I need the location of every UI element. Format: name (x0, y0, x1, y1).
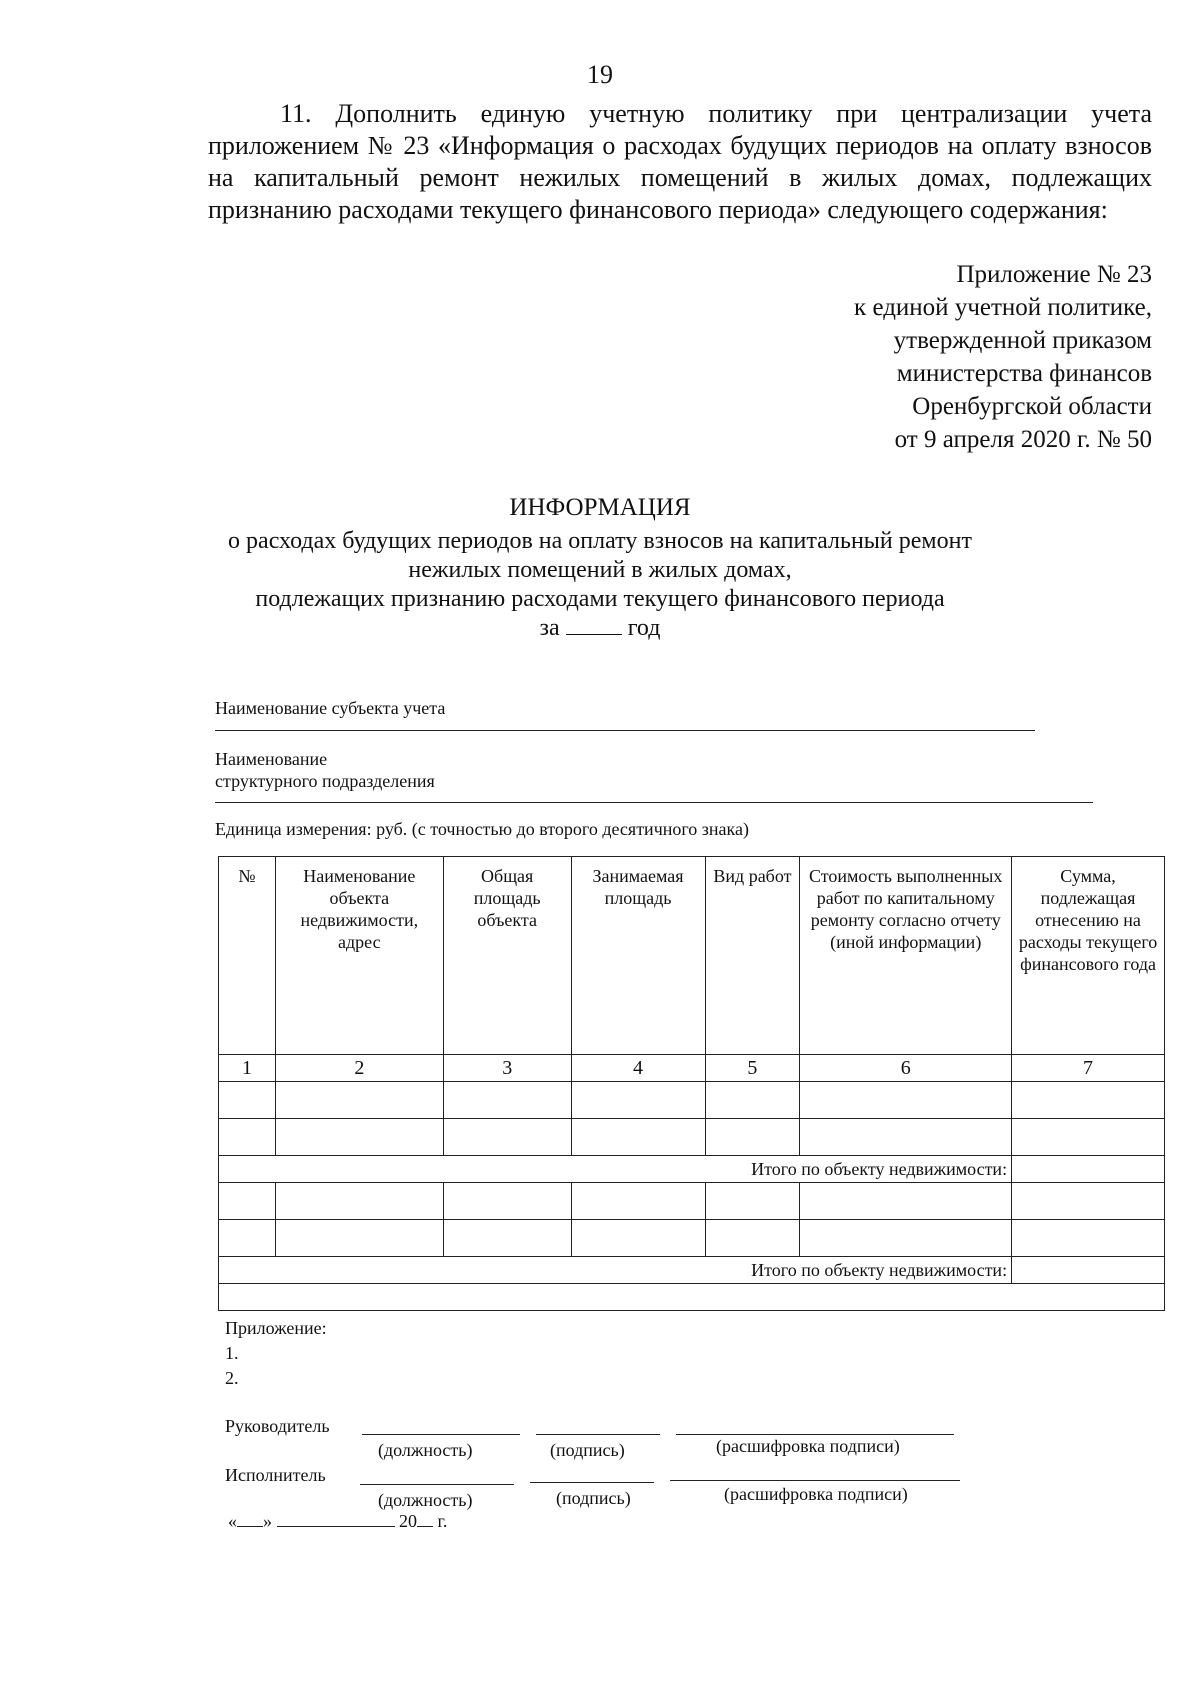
page-number: 19 (587, 60, 613, 89)
report-table (218, 856, 1165, 1311)
table-cell[interactable] (219, 1220, 276, 1257)
executor-signature-field[interactable] (530, 1482, 654, 1483)
column-number: 1 (219, 1055, 276, 1082)
division-field[interactable] (215, 802, 1093, 803)
period-suffix: год (627, 615, 661, 641)
division-label-line1: Наименование (215, 749, 328, 769)
column-number: 6 (800, 1055, 1012, 1082)
table-row (219, 1082, 1165, 1119)
column-header: Вид работ (705, 857, 800, 1055)
table-cell[interactable] (275, 1220, 443, 1257)
table-cell[interactable] (571, 1119, 705, 1156)
column-number-row (219, 1055, 1165, 1082)
table-cell[interactable] (1012, 1082, 1165, 1119)
appendix-note-line: утвержденной приказом (893, 327, 1152, 354)
table-cell[interactable] (443, 1220, 571, 1257)
table-cell[interactable] (705, 1119, 800, 1156)
total-cell[interactable] (1012, 1257, 1165, 1284)
signature-caption: (подпись) (556, 1488, 631, 1508)
subtitle-line: подлежащих признанию расходами текущего финансового периода (255, 586, 945, 612)
appendix-note-line: Приложение № 23 (956, 261, 1152, 288)
appendix-note (854, 258, 1152, 456)
executor-position-field[interactable] (360, 1484, 514, 1485)
period-year-blank[interactable] (566, 614, 622, 635)
table-row (219, 1183, 1165, 1220)
attachment-item: 1. (225, 1343, 239, 1363)
table-cell[interactable] (443, 1183, 571, 1220)
table-cell[interactable] (800, 1220, 1012, 1257)
table-cell[interactable] (219, 1119, 276, 1156)
attachments-label: Приложение: (225, 1318, 327, 1338)
column-number: 5 (705, 1055, 800, 1082)
table-cell[interactable] (571, 1082, 705, 1119)
head-decoding-field[interactable] (676, 1434, 954, 1435)
table-cell[interactable] (571, 1220, 705, 1257)
head-position-field[interactable] (362, 1434, 520, 1435)
attachment-item: 2. (225, 1368, 239, 1388)
total-label: Итого по объекту недвижимости: (219, 1257, 1012, 1284)
column-number: 3 (443, 1055, 571, 1082)
table-cell[interactable] (275, 1119, 443, 1156)
table-cell[interactable] (443, 1119, 571, 1156)
total-label: Итого по объекту недвижимости: (219, 1156, 1012, 1183)
appendix-note-line: министерства финансов (896, 360, 1152, 387)
appendix-note-line: к единой учетной политике, (854, 294, 1152, 321)
table-footer-row (219, 1284, 1165, 1311)
table-footer-cell (219, 1284, 1165, 1311)
table-cell[interactable] (800, 1183, 1012, 1220)
table-cell[interactable] (275, 1082, 443, 1119)
signature-caption: (подпись) (550, 1440, 625, 1460)
appendix-note-line: Оренбургской области (912, 393, 1152, 420)
position-caption: (должность) (378, 1440, 473, 1460)
column-number: 2 (275, 1055, 443, 1082)
decoding-caption: (расшифровка подписи) (724, 1484, 908, 1504)
attachments (225, 1316, 327, 1391)
executor-decoding-field[interactable] (670, 1480, 960, 1481)
column-header: № (219, 857, 276, 1055)
position-caption: (должность) (378, 1490, 473, 1510)
table-cell[interactable] (1012, 1183, 1165, 1220)
appendix-note-line: от 9 апреля 2020 г. № 50 (894, 426, 1152, 453)
table-cell[interactable] (1012, 1220, 1165, 1257)
table-cell[interactable] (219, 1183, 276, 1220)
subtitle-line: о расходах будущих периодов на оплату взносов на капитальный ремонт (228, 528, 972, 554)
table-cell[interactable] (705, 1220, 800, 1257)
decoding-caption: (расшифровка подписи) (716, 1436, 900, 1456)
period-prefix: за (539, 615, 560, 641)
date-close-quote: » (263, 1511, 272, 1531)
column-header: Общая площадь объекта (443, 857, 571, 1055)
table-cell[interactable] (800, 1082, 1012, 1119)
subject-field[interactable] (215, 730, 1035, 731)
division-label-line2: структурного подразделения (215, 771, 435, 791)
month-field[interactable] (277, 1510, 395, 1527)
table-row (219, 1119, 1165, 1156)
subtitle-line: нежилых помещений в жилых домах, (408, 557, 792, 583)
column-header: Стоимость выполненных работ по капитальному ремонту согласно отчету (иной информации) (800, 857, 1012, 1055)
table-cell[interactable] (571, 1183, 705, 1220)
table-row (219, 1220, 1165, 1257)
period-line (0, 614, 1200, 643)
executor-label: Исполнитель (225, 1465, 326, 1485)
total-row (219, 1156, 1165, 1183)
table-cell[interactable] (800, 1119, 1012, 1156)
table-cell[interactable] (443, 1082, 571, 1119)
column-header: Занимаемая площадь (571, 857, 705, 1055)
table-cell[interactable] (705, 1082, 800, 1119)
table-cell[interactable] (1012, 1119, 1165, 1156)
column-header: Наименование объекта недвижимости, адрес (275, 857, 443, 1055)
table-header-row (219, 857, 1165, 1055)
head-signature-field[interactable] (536, 1434, 660, 1435)
date-line (228, 1510, 447, 1532)
column-number: 4 (571, 1055, 705, 1082)
document-title: ИНФОРМАЦИЯ (509, 494, 691, 521)
column-header: Сумма, подлежащая отнесению на расходы текущего финансового года (1012, 857, 1165, 1055)
date-open-quote: « (228, 1511, 237, 1531)
column-number: 7 (1012, 1055, 1165, 1082)
day-field[interactable] (237, 1510, 263, 1527)
table-cell[interactable] (705, 1183, 800, 1220)
total-cell[interactable] (1012, 1156, 1165, 1183)
table-cell[interactable] (219, 1082, 276, 1119)
year-field[interactable] (417, 1510, 433, 1527)
head-label: Руководитель (225, 1416, 330, 1436)
intro-paragraph: 11. Дополнить единую учетную политику при централизации учета приложением № 23 «Информация о расходах будущих периодов на оплату взносов на капитальный ремонт нежилых помещений в жилых домах, подлежащих признанию расходами текущего финансового периода» следующего содержания: (208, 99, 1152, 224)
document-subtitle (0, 527, 1200, 643)
unit-label: Единица измерения: руб. (с точностью до второго десятичного знака) (215, 819, 749, 839)
table-cell[interactable] (275, 1183, 443, 1220)
subject-label: Наименование субъекта учета (215, 698, 446, 718)
year-suffix: г. (437, 1511, 448, 1531)
year-prefix: 20 (399, 1511, 417, 1531)
total-row (219, 1257, 1165, 1284)
